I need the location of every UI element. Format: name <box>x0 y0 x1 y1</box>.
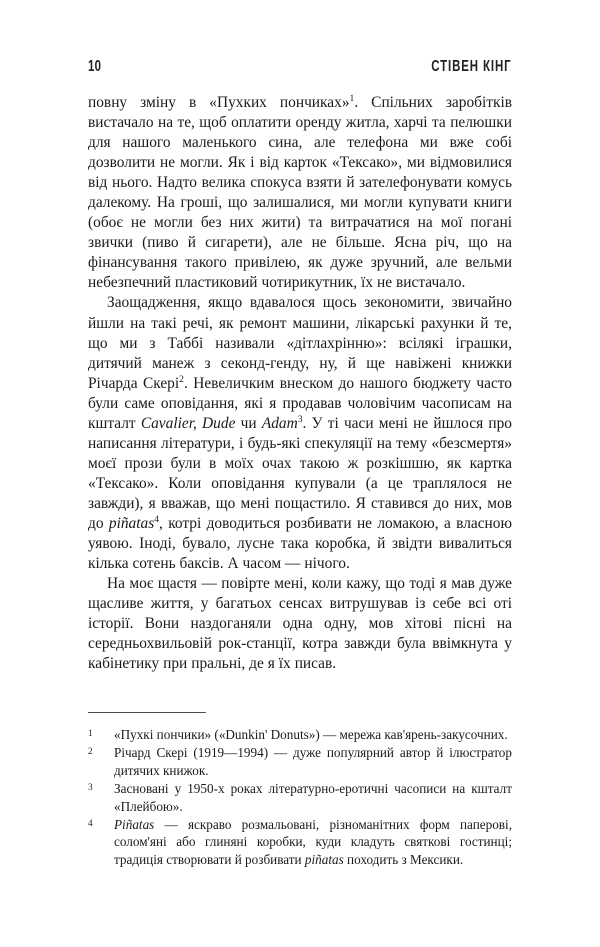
footnote-text <box>114 781 512 813</box>
running-head <box>88 58 512 82</box>
footnote-reference[interactable]: 2 <box>179 373 184 385</box>
footnote-number: 4 <box>88 818 93 829</box>
footnote-number: 2 <box>88 746 93 757</box>
text-run: . Невеличким внеском до нашого бюджету часто були саме оповідання, які я продавав чоловічим часописам на кшталт <box>88 374 513 432</box>
text-run: , котрі доводиться розбивати не ломакою, а власною уявою. Іноді, бувало, лусне така коробка, й звідти вивалиться кілька сотень баксів. А часом — нічого. <box>88 514 512 573</box>
text-run: На моє щастя — повірте мені, коли кажу, що тоді я мав дуже щасливе життя, у багатьох сенсах витрушував із себе всі оті історії. Вони наздоганяли одна одну, мов хітові пісні на середньохвильовій рок-станції, котра завжди була ввімкнута у кабінетику при пральні, де я їх писав. <box>88 575 512 673</box>
text-run: . Спільних заробітків вистачало на те, щоб оплатити оренду житла, харчі та пелюшки для нашого маленького сина, але телефона ми вже собі дозволити не могли. Як і від карток «Тексако», ми відмовилися від нього. Надто велика спокуса взяти й зателефонувати комусь далекому. На гроші, що залишалися, ми могли купувати книги (обоє не могли без них жити) та витрачатися на мої погані звички (пиво й сигарети), але не більше. Ясна річ, що на фінансування такого привілею, як дуже зручний, але вельми небезпечний пластиковий чотирикутник, їх не вистачало. <box>88 94 513 292</box>
running-title: СТІВЕН КІНГ <box>431 58 512 75</box>
text-run: . У ті часи мені не йшлося про написання літератури, і будь-які спекуляції на тему «безсмертя» моєї прози були в моїх очах такою ж розкішшю, як картка «Тексако». Коли оповідання купували (а це траплялося не завжди), я вважав, що мені пощастило. Я ставився до них, мов до <box>88 414 512 532</box>
text-run: Заощадження, якщо вдавалося щось зекономити, звичайно йшли на такі речі, як ремонт машини, лікарські рахунки й те, що ми з Таббі називали «дітлахрінню»: всілякі іграшки, дитячий манеж з секонд-генду, ну, й ще навіжені книжки Річарда Скері <box>88 294 512 392</box>
text-run: Річард Скері (1919—1994) — дуже популярний автор й ілюстратор дитячих книжок. <box>114 745 512 778</box>
footnote-reference[interactable]: 3 <box>297 413 303 425</box>
footnote-text <box>114 727 508 742</box>
text-run: Засновані у 1950-х роках літературно-еротичні часописи на кшталт «Плейбою». <box>114 781 512 814</box>
text-run: повну зміну в «Пухких пончиках» <box>88 94 350 111</box>
footnote-text <box>114 817 512 867</box>
text-run: чи <box>235 414 262 432</box>
body-paragraph <box>88 574 512 674</box>
footnote-section <box>88 712 512 869</box>
footnote-number: 3 <box>88 782 93 793</box>
body-paragraph <box>88 93 512 293</box>
text-run: «Пухкі пончики» («Dunkin' Donuts») — мережа кав'ярень-закусочних. <box>114 727 508 742</box>
footnote-item <box>88 780 512 815</box>
italic-title: Piñatas <box>114 817 155 833</box>
text-run: походить з Мексики. <box>343 851 464 867</box>
italic-title: piñatas <box>304 851 344 867</box>
body-text <box>88 93 512 674</box>
italic-title: Adam <box>261 414 298 432</box>
footnote-item <box>88 726 512 743</box>
footnote-item <box>88 816 512 868</box>
footnote-list <box>88 726 512 868</box>
footnote-item <box>88 744 512 779</box>
body-paragraph <box>88 293 512 574</box>
footnote-reference[interactable]: 1 <box>349 92 355 104</box>
footnote-separator-rule <box>88 712 206 713</box>
footnote-text <box>114 745 512 777</box>
italic-title: piñatas <box>108 514 155 532</box>
text-run: — яскраво розмальовані, різноманітних форм паперові, солом'яні або глиняні коробки, куди кладуть святкові гостинці; традиція створювати й розбивати <box>114 817 512 867</box>
footnote-reference[interactable]: 4 <box>154 513 159 525</box>
page-number: 10 <box>88 58 102 75</box>
footnote-number: 1 <box>88 728 93 738</box>
italic-title: Cavalier, Dude <box>140 414 236 432</box>
